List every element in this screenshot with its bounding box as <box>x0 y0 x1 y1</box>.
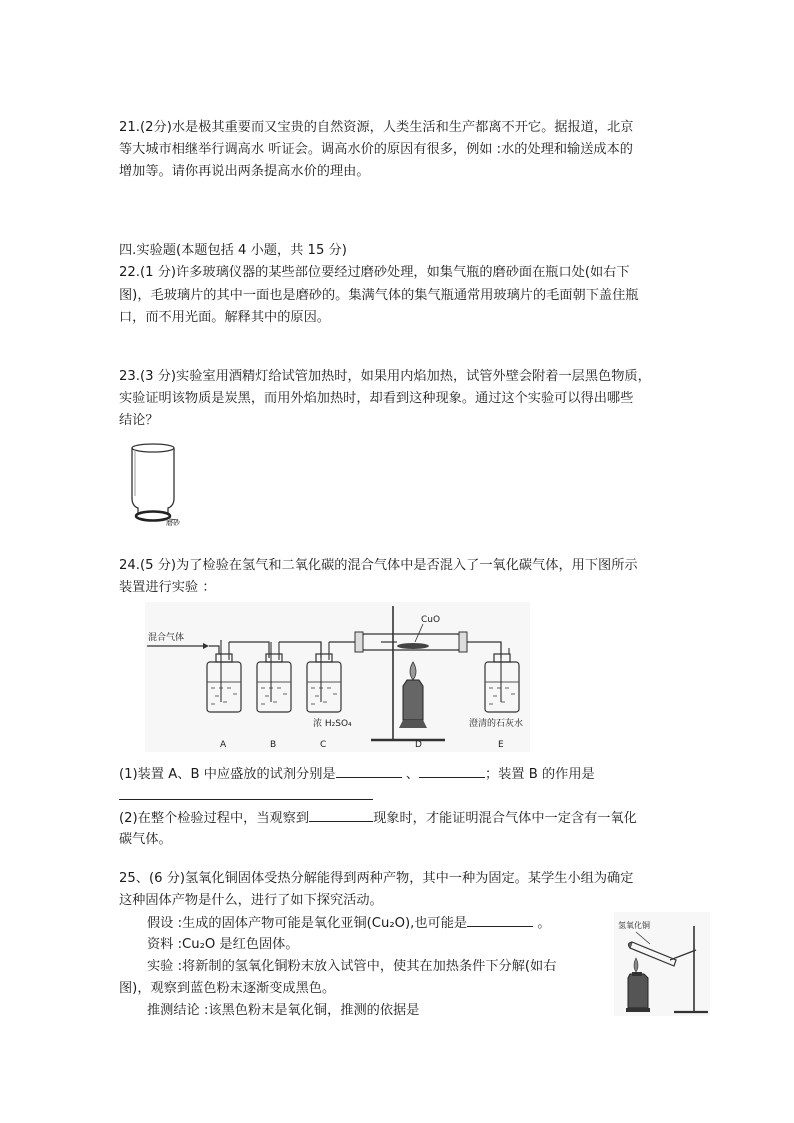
answer-blank-b-function[interactable] <box>119 785 373 800</box>
q25-experiment-line-1: 实验 :将新制的氢氧化铜粉末放入试管中，使其在加热条件下分解(如右 <box>147 959 557 974</box>
letter-a: A <box>220 740 227 750</box>
ground-glass-label: 磨砂 <box>166 519 180 527</box>
q25-info: 资料 :Cu₂O 是红色固体。 <box>147 937 299 952</box>
cuo-label: CuO <box>421 615 441 625</box>
q22-line-1: 22.(1 分)许多玻璃仪器的某些部位要经过磨砂处理，如集气瓶的磨砂面在瓶口处(如右下 <box>119 265 630 280</box>
q25-hypothesis <box>147 912 551 935</box>
section-title: 四.实验题(本题包括 4 小题，共 15 分) <box>119 243 347 258</box>
q25-hypothesis-text: 假设 :生成的固体产物可能是氧化亚铜(Cu₂O),也可能是 <box>147 916 468 931</box>
q22-line-2: 图)，毛玻璃片的其中一面也是磨砂的。集满气体的集气瓶通常用玻璃片的毛面朝下盖住瓶 <box>119 288 639 303</box>
letter-b: B <box>270 740 277 750</box>
heating-setup-figure <box>614 912 710 1016</box>
q23-line-1: 23.(3 分)实验室用酒精灯给试管加热时，如果用内焰加热，试管外壁会附着一层黑色物质， <box>119 369 651 384</box>
q21-line-1: 21.(2分)水是极其重要而又宝贵的自然资源，人类生活和生产都离不开它。据报道，北京 <box>119 120 634 135</box>
q23-line-3: 结论？ <box>119 413 159 428</box>
answer-blank-reagent-b[interactable] <box>419 763 485 778</box>
q25-line-1: 25、(6 分)氢氧化铜固体受热分解能得到两种产物，其中一种为固定。某学生小组为确定 <box>119 871 634 886</box>
q24-part1-text-b: ；装置 B 的作用是 <box>484 767 595 782</box>
letter-c: C <box>320 740 327 750</box>
gas-apparatus-figure <box>145 602 530 752</box>
q25-conclusion: 推测结论 :该黑色粉末是氧化铜，推测的依据是 <box>147 1003 420 1018</box>
q24-part1 <box>119 763 595 786</box>
answer-blank-phenomenon[interactable] <box>309 807 373 822</box>
letter-e: E <box>498 740 504 750</box>
q25-experiment-line-2: 图)，观察到蓝色粉末逐渐变成黑色。 <box>119 981 336 996</box>
q24-line-2: 装置进行实验 ： <box>119 580 216 595</box>
q24-line-1: 24.(5 分)为了检验在氢气和二氧化碳的混合气体中是否混入了一氧化碳气体，用下图所示 <box>119 558 638 573</box>
q24-part2-text-a: (2)在整个检验过程中，当观察到 <box>119 811 310 826</box>
copper-hydroxide-label: 氢氧化铜 <box>618 921 650 930</box>
q24-part2-text-b: 现象时，才能证明混合气体中一定含有一氧化 <box>373 811 637 826</box>
q24-part1-text-a: (1)装置 A、B 中应盛放的试剂分别是 <box>119 767 336 782</box>
q23-line-2: 实验证明该物质是炭黑，而用外焰加热时，却看到这种现象。通过这个实验可以得出哪些 <box>119 391 634 406</box>
q21-line-3: 增加等。请你再说出两条提高水价的理由。 <box>119 164 370 179</box>
q24-part2 <box>119 807 637 830</box>
q25-line-2: 这种固体产物是什么，进行了如下探究活动。 <box>119 893 383 908</box>
q22-line-3: 口，而不用光面。解释其中的原因。 <box>119 310 330 325</box>
q24-part2-line-2: 碳气体。 <box>119 832 172 847</box>
gas-jar-figure <box>126 440 186 528</box>
q21-line-2: 等大城市相继举行调高水 听证会。调高水价的原因有很多，例如 :水的处理和输送成本的 <box>119 142 633 157</box>
letter-d: D <box>415 740 422 750</box>
q24-part1-sep: 、 <box>405 767 419 782</box>
limewater-label: 澄清的石灰水 <box>469 719 524 729</box>
h2so4-label: 浓 H₂SO₄ <box>313 719 352 729</box>
q25-hypothesis-end: 。 <box>537 916 551 931</box>
mixed-gas-label: 混合气体 <box>148 633 185 643</box>
answer-blank-hypothesis[interactable] <box>467 912 533 927</box>
answer-blank-reagent-a[interactable] <box>336 763 402 778</box>
